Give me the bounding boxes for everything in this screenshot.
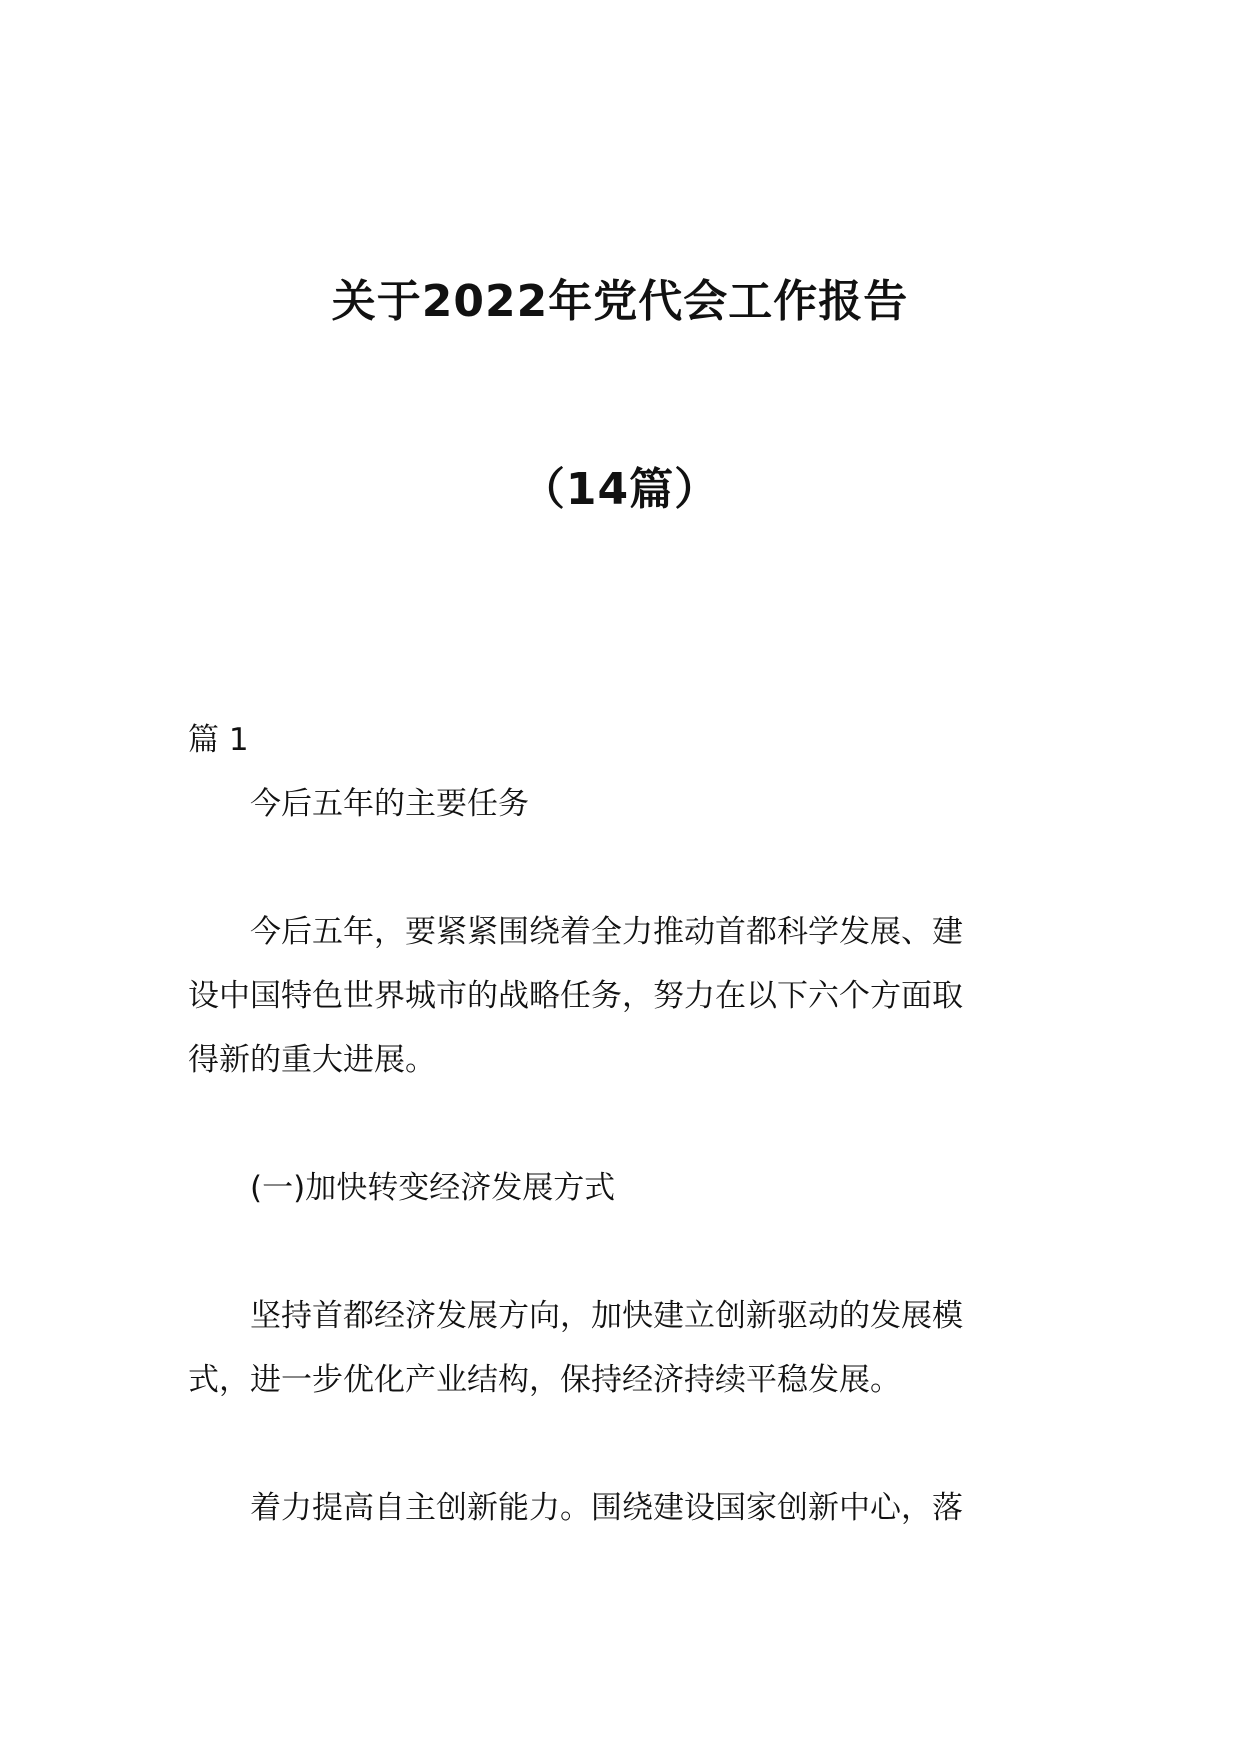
paragraph-innovation: [188, 1476, 1058, 1540]
section-label: 篇 1: [188, 722, 249, 758]
paragraph-subheading-economy: [188, 1156, 1058, 1220]
paragraph-line: 今后五年的主要任务: [250, 786, 529, 822]
paragraph-five-years: [188, 900, 1058, 1092]
paragraph-line: (一)加快转变经济发展方式: [250, 1170, 616, 1206]
paragraph-line: 坚持首都经济发展方向，加快建立创新驱动的发展模: [250, 1298, 963, 1334]
paragraph-line: 式，进一步优化产业结构，保持经济持续平稳发展。: [188, 1362, 901, 1398]
document-title: 关于2022年党代会工作报告: [331, 276, 909, 327]
paragraph-line: 设中国特色世界城市的战略任务，努力在以下六个方面取: [188, 978, 963, 1014]
paragraph-heading-tasks: [188, 772, 1058, 836]
paragraph-line: 今后五年，要紧紧围绕着全力推动首都科学发展、建: [250, 914, 963, 950]
paragraph-economy: [188, 1284, 1058, 1412]
document-subtitle: （14篇）: [520, 464, 720, 515]
paragraph-line: 着力提高自主创新能力。围绕建设国家创新中心，落: [250, 1490, 963, 1526]
paragraph-line: 得新的重大进展。: [188, 1042, 436, 1078]
